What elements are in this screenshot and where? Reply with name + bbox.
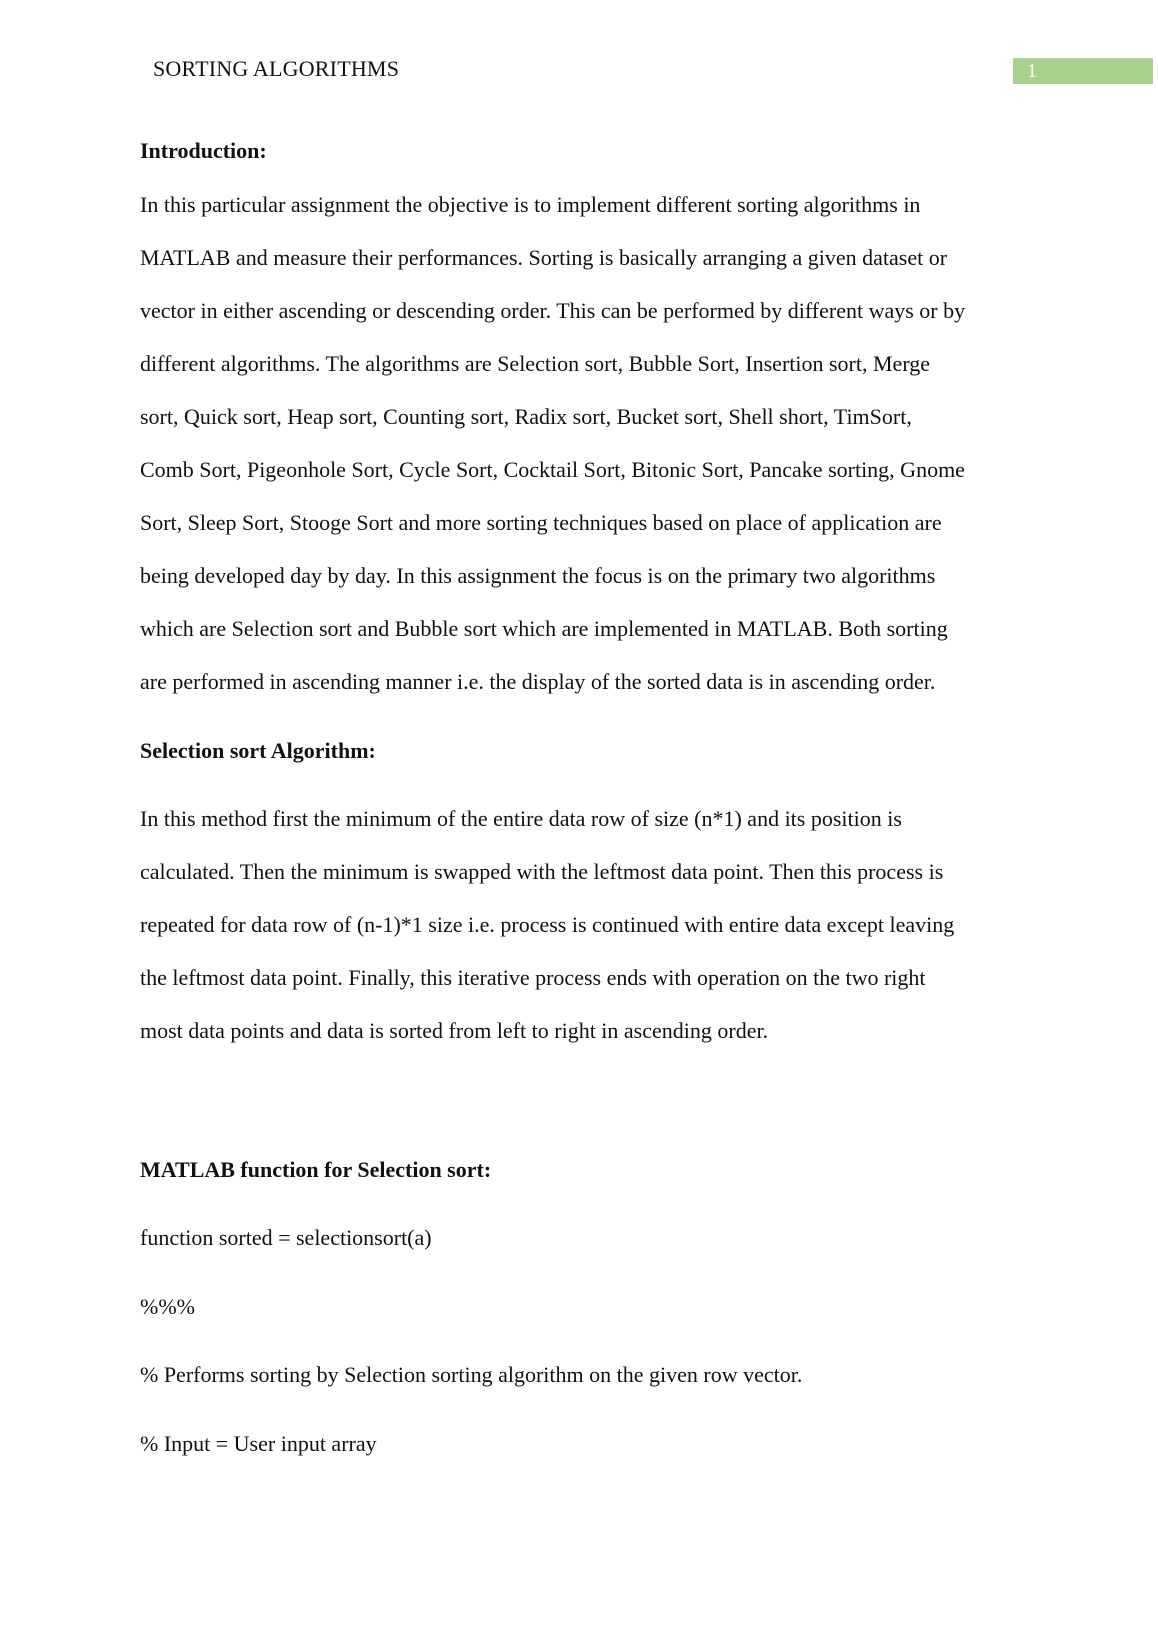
code-line: % Performs sorting by Selection sorting algorithm on the given row vector. — [140, 1362, 803, 1387]
code-line: function sorted = selectionsort(a) — [140, 1225, 432, 1250]
introduction-line: Comb Sort, Pigeonhole Sort, Cycle Sort, Cocktail Sort, Bitonic Sort, Pancake sorting, Gnome — [140, 457, 965, 482]
introduction-line: vector in either ascending or descending order. This can be performed by different ways or by — [140, 298, 966, 323]
introduction-line: are performed in ascending manner i.e. the display of the sorted data is in ascending order. — [140, 669, 936, 694]
selection-sort-heading: Selection sort Algorithm: — [140, 738, 376, 763]
introduction-line: MATLAB and measure their performances. Sorting is basically arranging a given dataset or — [140, 245, 948, 270]
code-line: %%% — [140, 1294, 195, 1319]
introduction-line: Sort, Sleep Sort, Stooge Sort and more sorting techniques based on place of application are — [140, 510, 942, 535]
introduction-line: different algorithms. The algorithms are Selection sort, Bubble Sort, Insertion sort, Merge — [140, 351, 931, 376]
running-header-title: SORTING ALGORITHMS — [153, 56, 400, 81]
selection-sort-line: the leftmost data point. Finally, this iterative process ends with operation on the two right — [140, 965, 926, 990]
introduction-heading: Introduction: — [140, 138, 267, 163]
selection-sort-line: most data points and data is sorted from left to right in ascending order. — [140, 1018, 769, 1043]
introduction-line: sort, Quick sort, Heap sort, Counting sort, Radix sort, Bucket sort, Shell short, TimSort, — [140, 404, 912, 429]
introduction-line: In this particular assignment the objective is to implement different sorting algorithms in — [140, 192, 921, 217]
selection-sort-line: In this method first the minimum of the entire data row of size (n*1) and its position is — [140, 806, 902, 831]
selection-sort-line: repeated for data row of (n-1)*1 size i.e. process is continued with entire data except leaving — [140, 912, 955, 937]
matlab-function-heading: MATLAB function for Selection sort: — [140, 1157, 492, 1182]
introduction-line: which are Selection sort and Bubble sort which are implemented in MATLAB. Both sorting — [140, 616, 948, 641]
selection-sort-line: calculated. Then the minimum is swapped with the leftmost data point. Then this process is — [140, 859, 944, 884]
introduction-line: being developed day by day. In this assignment the focus is on the primary two algorithms — [140, 563, 936, 588]
code-line: % Input = User input array — [140, 1431, 377, 1456]
page-number: 1 — [1027, 60, 1037, 82]
